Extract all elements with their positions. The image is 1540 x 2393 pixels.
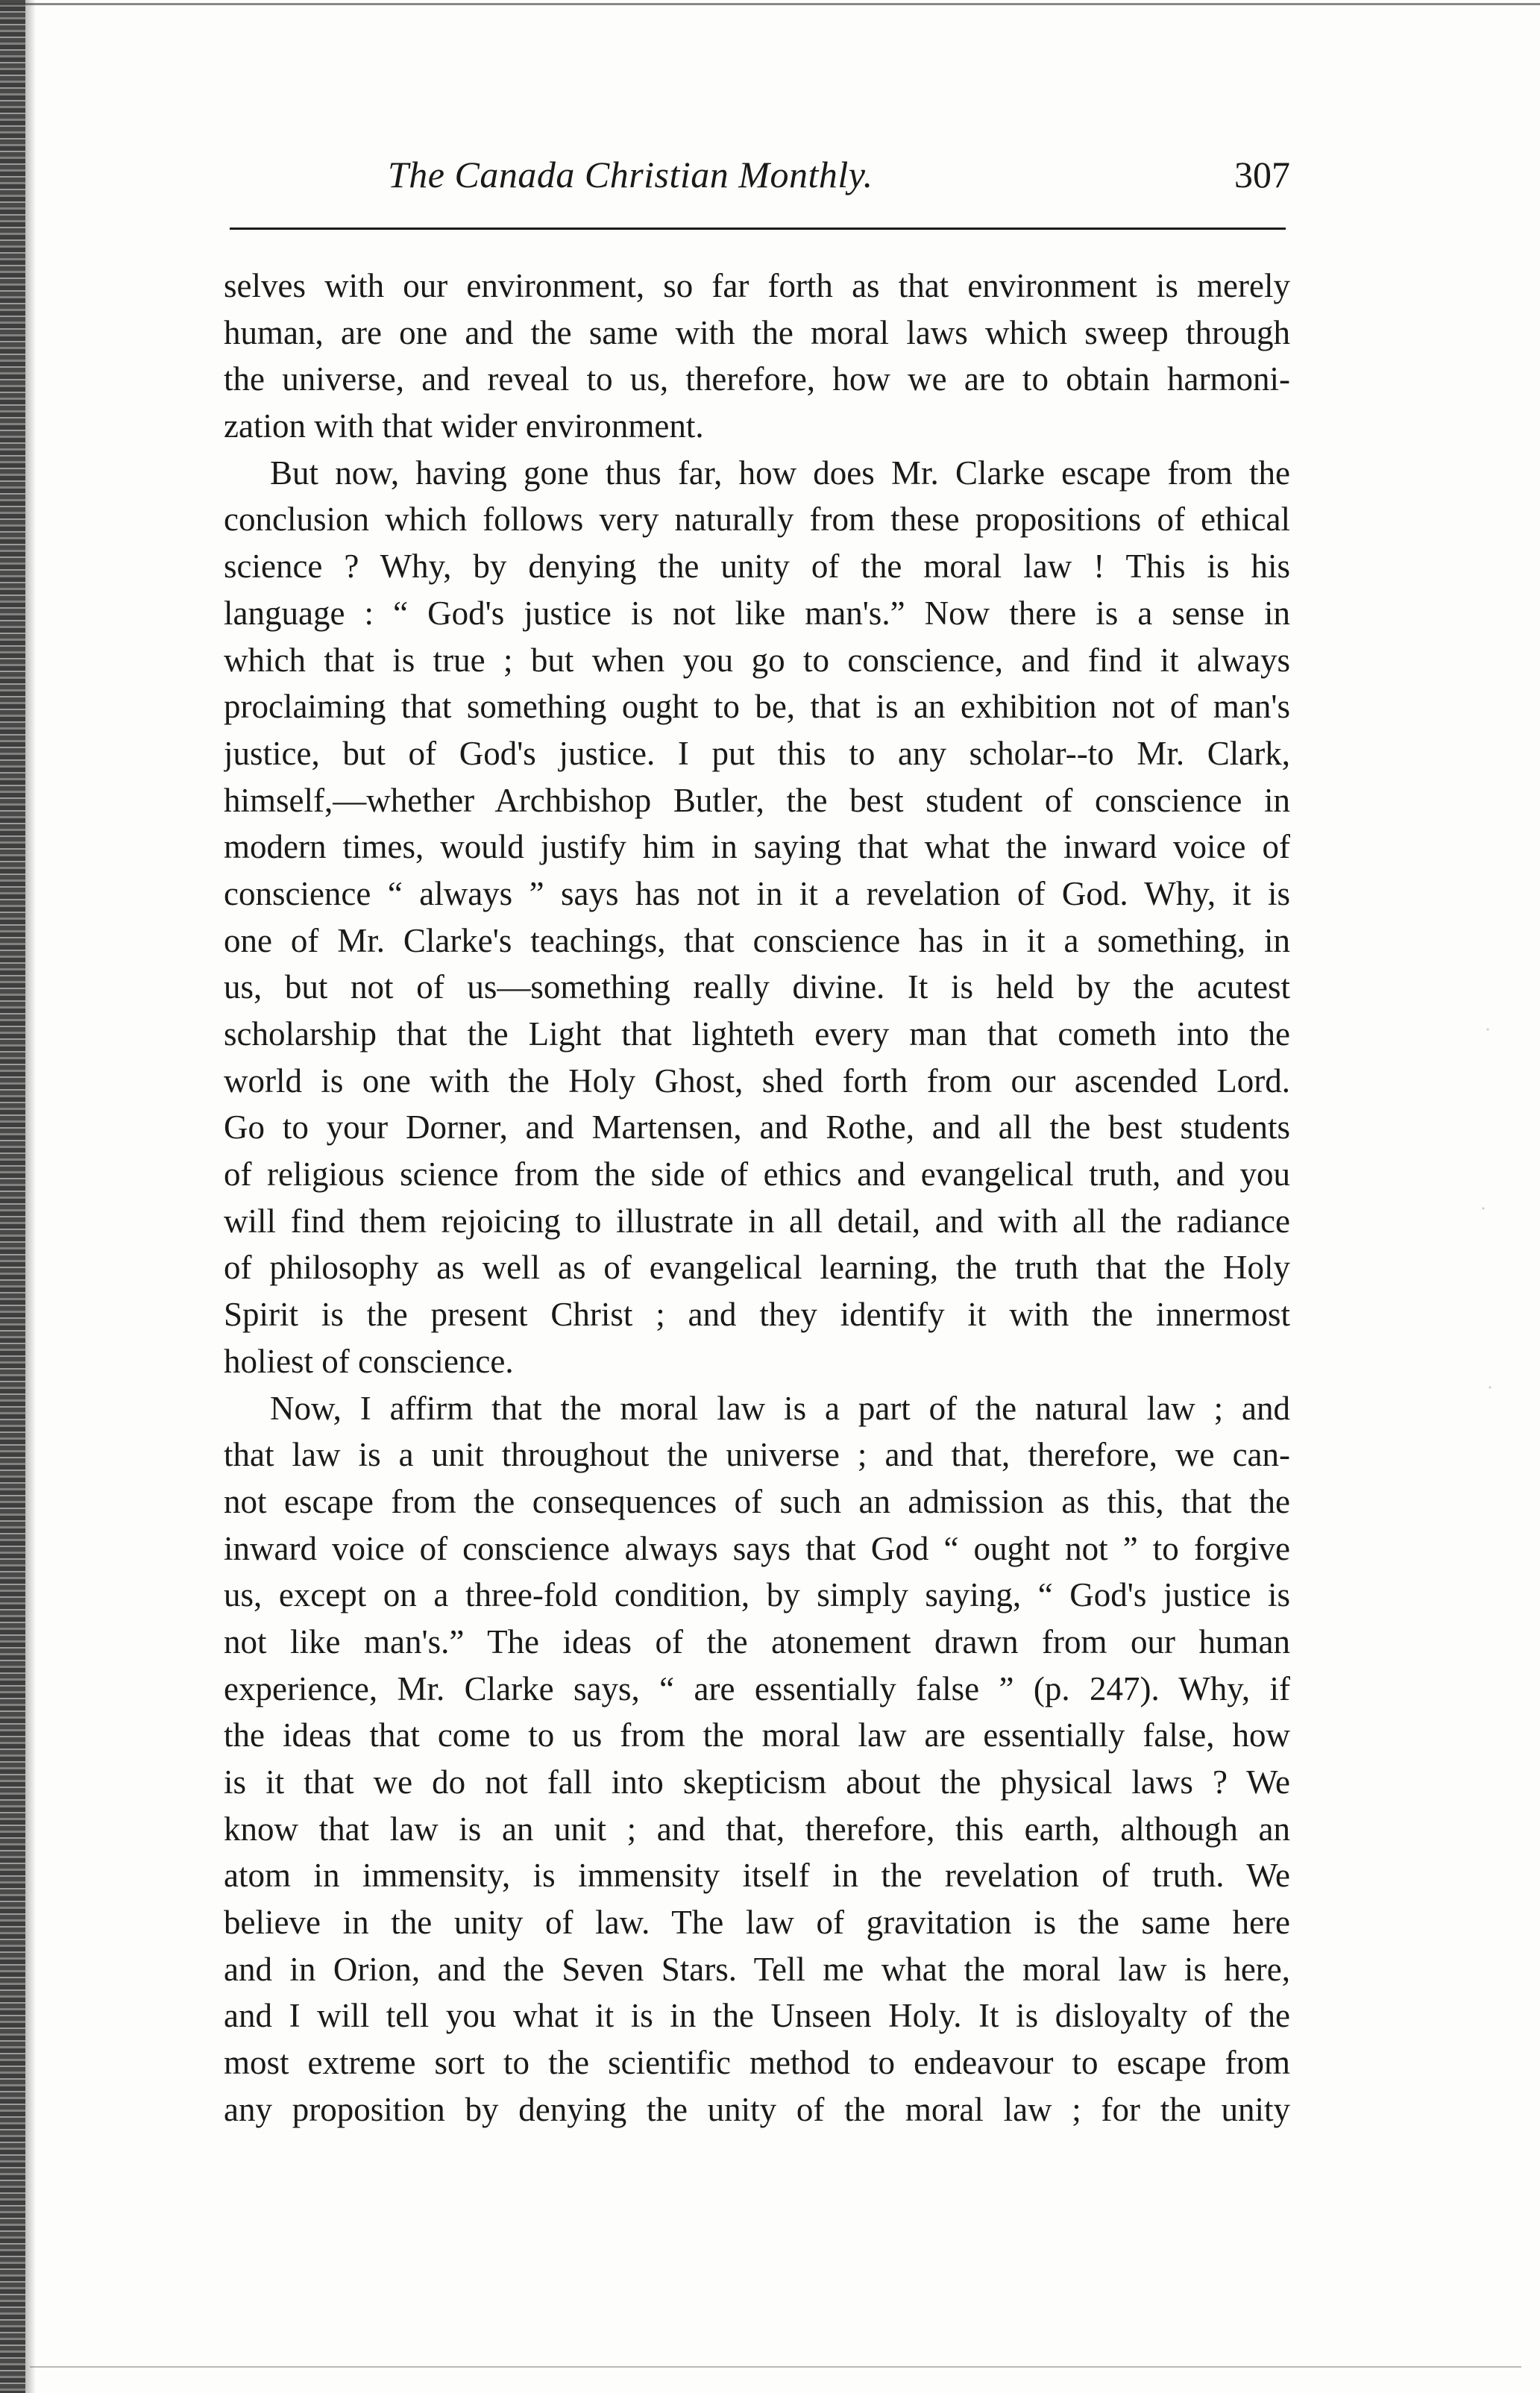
page-number: 307 [1234,154,1290,195]
text-line: atom in immensity, is immensity itself in the revelation of truth. We [224,1857,1290,1895]
text-line: Spirit is the present Christ ; and they identify it with the innermost [224,1296,1290,1334]
text-line: which that is true ; but when you go to conscience, and find it always [224,641,1290,679]
running-title: The Canada Christian Monthly. [388,154,873,195]
text-line: not escape from the consequences of such an admission as this, that the [224,1482,1290,1520]
text-line: conclusion which follows very naturally from these propositions of ethical [224,501,1290,539]
scan-top-edge [0,3,1540,5]
text-line: the universe, and reveal to us, therefore, how we are to obtain harmoni- [224,360,1290,398]
text-line: not like man's.” The ideas of the atonement drawn from our human [224,1622,1290,1660]
text-line: science ? Why, by denying the unity of the moral law ! This is his [224,548,1290,586]
text-line: selves with our environment, so far forth as that environment is merely [224,267,1290,304]
text-line: zation with that wider environment. [224,407,704,445]
text-line: us, but not of us—something really divine. It is held by the acutest [224,968,1290,1006]
text-line: But now, having gone thus far, how does Mr. Clarke escape from the [270,454,1290,492]
margin-specks [1477,970,1499,1566]
text-line: conscience “ always ” says has not in it a revelation of God. Why, it is [224,874,1290,912]
text-line: of religious science from the side of ethics and evangelical truth, and you [224,1155,1290,1194]
text-line: the ideas that come to us from the moral law are essentially false, how [224,1716,1290,1754]
body-text [224,263,1290,2133]
binding-shadow [25,0,36,2393]
text-line: any proposition by denying the unity of the moral law ; for the unity [224,2090,1290,2128]
running-head [224,153,1290,205]
text-line: know that law is an unit ; and that, therefore, this earth, although an [224,1810,1290,1848]
text-line: and in Orion, and the Seven Stars. Tell me what the moral law is here, [224,1950,1290,1988]
text-line: world is one with the Holy Ghost, shed forth from our ascended Lord. [224,1061,1290,1100]
text-line: believe in the unity of law. The law of gravitation is the same here [224,1904,1290,1942]
text-line: proclaiming that something ought to be, that is an exhibition not of man's [224,688,1290,726]
text-line: most extreme sort to the scientific method to endeavour to escape from [224,2044,1290,2082]
text-line: inward voice of conscience always says that God “ ought not ” to forgive [224,1529,1290,1567]
text-line: justice, but of God's justice. I put this to any scholar--to Mr. Clark, [224,734,1290,772]
text-line: human, are one and the same with the moral laws which sweep through [224,313,1290,351]
text-line: and I will tell you what it is in the Unseen Holy. It is disloyalty of the [224,1997,1290,2035]
text-line: us, except on a three-fold condition, by simply saying, “ God's justice is [224,1576,1290,1614]
text-line: is it that we do not fall into skepticism about the physical laws ? We [224,1763,1290,1801]
text-line: Go to your Dorner, and Martensen, and Rothe, and all the best students [224,1108,1290,1147]
scan-bottom-edge [30,2366,1521,2368]
text-line: modern times, would justify him in saying that what the inward voice of [224,828,1290,866]
text-line: language : “ God's justice is not like man's.” Now there is a sense in [224,594,1290,632]
text-line: one of Mr. Clarke's teachings, that conscience has in it a something, in [224,921,1290,959]
text-line: Now, I affirm that the moral law is a part of the natural law ; and [270,1389,1290,1427]
text-line: himself,—whether Archbishop Butler, the best student of conscience in [224,781,1290,819]
text-line: that law is a unit throughout the universe ; and that, therefore, we can- [224,1436,1290,1474]
text-line: holiest of conscience. [224,1342,514,1380]
binding-edge [0,0,25,2393]
text-line: will find them rejoicing to illustrate in all detail, and with all the radiance [224,1202,1290,1240]
header-rule [230,228,1286,230]
text-line: of philosophy as well as of evangelical learning, the truth that the Holy [224,1249,1290,1287]
text-line: experience, Mr. Clarke says, “ are essentially false ” (p. 247). Why, if [224,1669,1290,1707]
text-line: scholarship that the Light that lighteth every man that cometh into the [224,1015,1290,1053]
